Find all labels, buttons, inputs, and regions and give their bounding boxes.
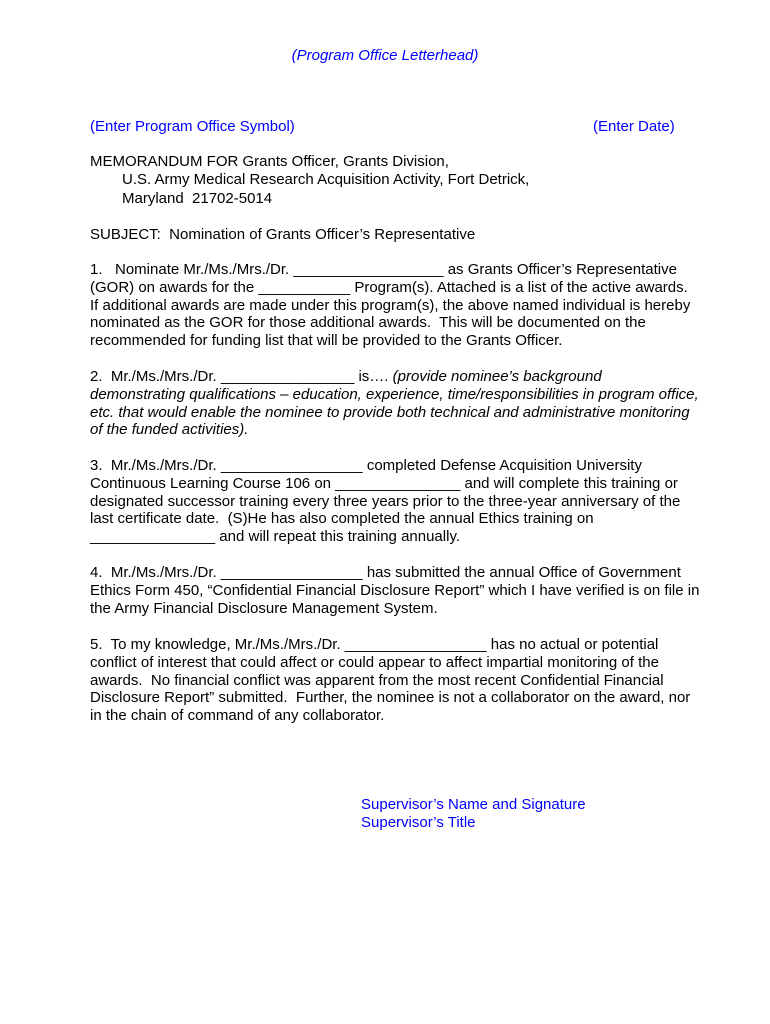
- supervisor-title-placeholder: Supervisor’s Title: [361, 814, 476, 831]
- paragraph-5: [90, 636, 690, 725]
- office-symbol-placeholder: (Enter Program Office Symbol): [90, 118, 295, 135]
- paragraph-line: the Army Financial Disclosure Management System.: [90, 599, 438, 617]
- paragraph-1: [90, 261, 690, 350]
- date-placeholder: (Enter Date): [593, 118, 675, 135]
- paragraph-line: conflict of interest that could affect or could appear to affect impartial monitoring of the: [90, 653, 659, 671]
- paragraph-line: last certificate date. (S)He has also completed the annual Ethics training on: [90, 510, 594, 528]
- paragraph-2-lead: 2. Mr./Ms./Mrs./Dr. ________________ is….: [90, 368, 393, 385]
- paragraph-line: nominated as the GOR for those additional awards. This will be documented on the: [90, 314, 646, 332]
- paragraph-line: in the chain of command of any collaborator.: [90, 707, 385, 725]
- letterhead-placeholder: (Program Office Letterhead): [291, 47, 479, 64]
- paragraph-2-instructions: of the funded activities).: [90, 421, 249, 439]
- memorandum-address-line: Maryland 21702-5014: [122, 189, 273, 207]
- paragraph-line: (GOR) on awards for the ___________ Program(s). Attached is a list of the active awards.: [90, 278, 688, 296]
- paragraph-3: [90, 457, 680, 546]
- paragraph-line: _______________ and will repeat this training annually.: [90, 528, 460, 546]
- memorandum-for-block: [90, 153, 529, 208]
- paragraph-line: [90, 368, 699, 386]
- paragraph-2-instructions: etc. that would enable the nominee to provide both technical and administrative monitoring: [90, 403, 690, 421]
- subject-block: [90, 226, 475, 244]
- paragraph-line: Continuous Learning Course 106 on _______________ and will complete this training or: [90, 474, 678, 492]
- paragraph-line: recommended for funding list that will be provided to the Grants Officer.: [90, 332, 563, 350]
- paragraph-line: 4. Mr./Ms./Mrs./Dr. _________________ has submitted the annual Office of Government: [90, 564, 681, 581]
- paragraph-4: [90, 564, 699, 617]
- paragraph-line: Disclosure Report” submitted. Further, the nominee is not a collaborator on the award, nor: [90, 689, 691, 707]
- supervisor-name-signature-placeholder: Supervisor’s Name and Signature: [361, 796, 586, 813]
- paragraph-line: designated successor training every three years prior to the three-year anniversary of the: [90, 492, 681, 510]
- paragraph-line: 3. Mr./Ms./Mrs./Dr. _________________ completed Defense Acquisition University: [90, 457, 642, 474]
- memorandum-address-line: U.S. Army Medical Research Acquisition Activity, Fort Detrick,: [122, 171, 530, 189]
- subject-line: SUBJECT: Nomination of Grants Officer’s Representative: [90, 226, 476, 243]
- paragraph-2-instructions: demonstrating qualifications – education, experience, time/responsibilities in program office,: [90, 385, 699, 403]
- paragraph-2: [90, 368, 699, 439]
- paragraph-2-instructions: (provide nominee’s background: [392, 368, 602, 385]
- signature-block: [361, 796, 586, 832]
- paragraph-line: awards. No financial conflict was apparent from the most recent Confidential Financial: [90, 671, 664, 689]
- paragraph-line: 5. To my knowledge, Mr./Ms./Mrs./Dr. _________________ has no actual or potential: [90, 636, 659, 653]
- paragraph-line: Ethics Form 450, “Confidential Financial Disclosure Report” which I have verified is on file in: [90, 581, 700, 599]
- paragraph-line: If additional awards are made under this program(s), the above named individual is hereby: [90, 296, 691, 314]
- memorandum-for-line: MEMORANDUM FOR Grants Officer, Grants Division,: [90, 153, 449, 170]
- paragraph-line: 1. Nominate Mr./Ms./Mrs./Dr. __________________ as Grants Officer’s Representative: [90, 261, 677, 278]
